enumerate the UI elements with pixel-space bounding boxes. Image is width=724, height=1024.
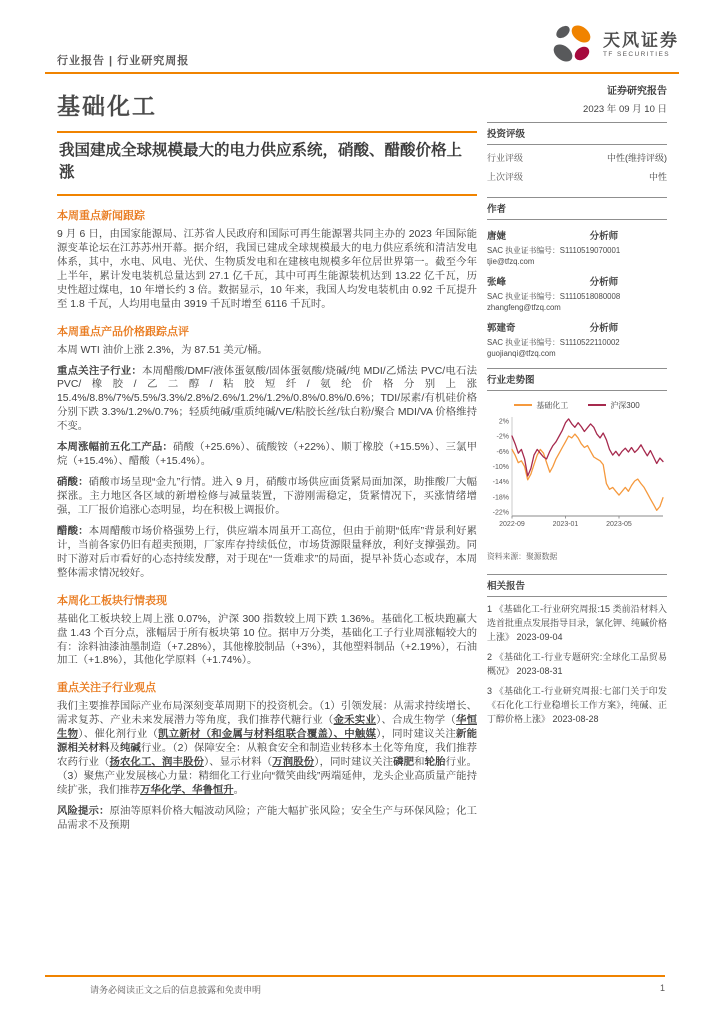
- rating-label: 上次评级: [487, 172, 524, 182]
- chart-legend: [487, 400, 667, 411]
- analyst-sac: SAC 执业证书编号：S1110518080008: [487, 291, 621, 301]
- authors-section: [487, 197, 667, 368]
- related-report-item: 2 《基础化工-行业专题研究:全球化工品贸易概况》 2023-08-31: [487, 651, 667, 676]
- paragraph: 风险提示：原油等原料价格大幅波动风险；产能大幅扩张风险；安全生产与环保风险；化工品需求不及预期: [57, 805, 477, 831]
- paragraph: 我们主要推荐国际产业布局深刻变革周期下的投资机会。（1）引领发展：从需求持续增长、需求复苏、产业未来发展潜力等角度，我们推荐代糖行业（金禾实业）、合成生物学（华恒生物）、催化剂行业（凯立新材（和金属与材料组联合覆盖）、中触媒），同时建议关注新能源相关材料及纯碱行业。（2）保障安全：从粮食安全和制造业转移本土化等角度，我们推荐农药行业（扬农化工、润丰股份）、显示材料（万润股份），同时建议关注磷肥和轮胎行业。（3）聚焦产业发展核心力量：精细化工行业向“微笑曲线”两端延伸，龙头企业高质量产能持续扩张，我们推荐万华化学、华鲁恒升。: [57, 701, 478, 796]
- legend-swatch: [588, 404, 606, 406]
- analyst-sac: SAC 执业证书编号：S1110519070001: [487, 245, 621, 255]
- section-heading: 本周重点产品价格跟踪点评: [57, 325, 189, 338]
- tf-securities-logo: [550, 22, 679, 68]
- brand-name: 天风证券: [603, 31, 679, 51]
- brand-subname: TF SECURITIES: [603, 50, 670, 58]
- analyst-email: zhangfeng@tfzq.com: [487, 303, 561, 312]
- footer-disclaimer: 请务必阅读正文之后的信息披露和免责申明: [90, 985, 262, 995]
- footer-divider: [45, 975, 665, 977]
- rating-label: 行业评级: [487, 153, 524, 163]
- related-report-item: 3 《基础化工-行业研究周报:七部门关于印发《石化化工行业稳增长工作方案》，纯碱、正丁醇价格上涨》 2023-08-28: [487, 685, 667, 724]
- svg-text:-6%: -6%: [496, 448, 509, 456]
- rating-section: [487, 122, 667, 183]
- rating-value: 中性: [648, 172, 667, 182]
- section-heading: 重点关注子行业观点: [57, 682, 156, 695]
- paragraph: 重点关注子行业：本周醋酸/DMF/液体蛋氨酸/固体蛋氨酸/烧碱/纯 MDI/乙烯法 PVC/电石法 PVC/橡胶/乙二醇/粘胶短纤/氨纶价格分别上涨 15.4%/8.8%/7%/5.5%/3.3%/2.8%/2.6%/1.2%/1.2%/0.8%/0.8%/0.6%；TDI/尿素/有机硅价格分别下跌 3.3%/1.2%/0.7%；轻质纯碱/重质纯碱/VE/粘胶长丝/钛白粉/聚合 MDI/VA 价格维持不变。: [57, 365, 477, 433]
- svg-text:-2%: -2%: [496, 433, 509, 441]
- paragraph: 基础化工板块较上周上涨 0.07%，沪深 300 指数较上周下跌 1.36%。基础化工板块跑赢大盘 1.43 个百分点，涨幅居于所有板块第 10 位。据申万分类，基础化工子行业周涨幅较大的有：涂料油漆油墨制造（+7.28%），其他橡胶制品（+3%），其他塑料制品（+2.19%），石油加工（+1.8%），其他化学原料（+1.74%）。: [57, 613, 477, 667]
- legend-swatch: [514, 404, 532, 406]
- report-date: 2023 年 09 月 10 日: [583, 104, 667, 115]
- related-report-item: 1 《基础化工-行业研究周报:15 类前沿材料入选首批重点发展指导目录，氯化钾、纯碱价格上涨》 2023-09-04: [487, 604, 668, 642]
- page-header: [45, 31, 679, 72]
- report-type-label: 行业报告 | 行业研究周报: [57, 55, 190, 67]
- industry-title: 基础化工: [57, 93, 157, 119]
- analyst-email: tjie@tfzq.com: [487, 257, 535, 266]
- main-column: [57, 74, 477, 840]
- main-sections: [57, 207, 477, 833]
- analyst-name: 郭建奇: [487, 323, 516, 334]
- page-number: 1: [659, 983, 665, 993]
- rating-row: [487, 145, 667, 164]
- rating-row: [487, 164, 667, 183]
- svg-text:2023-05: 2023-05: [606, 521, 632, 528]
- logo-leaves-icon: [550, 22, 596, 68]
- analyst-email: guojianqi@tfzq.com: [487, 349, 556, 358]
- svg-text:-18%: -18%: [492, 494, 509, 502]
- analyst-name: 张峰: [487, 277, 507, 288]
- analyst-sac: SAC 执业证书编号：S1110522110002: [487, 337, 620, 347]
- svg-text:2022-09: 2022-09: [499, 521, 525, 528]
- report-label: 证券研究报告: [607, 86, 667, 97]
- logo-text: [603, 32, 679, 58]
- sidebar: [487, 74, 667, 840]
- rating-header: 投资评级: [487, 123, 667, 145]
- svg-text:2%: 2%: [498, 418, 509, 426]
- analyst-entry: [487, 228, 667, 266]
- related-reports-list: [487, 603, 667, 735]
- trend-header: 行业走势图: [487, 369, 667, 391]
- trend-chart: [487, 412, 667, 530]
- related-reports-section: [487, 574, 667, 735]
- authors-list: [487, 228, 667, 368]
- related-reports-header: 相关报告: [487, 575, 667, 597]
- report-title: 我国建成全球规模最大的电力供应系统，硝酸、醋酸价格上涨: [57, 131, 477, 196]
- analyst-role: 分析师: [589, 231, 619, 242]
- analyst-role: 分析师: [589, 277, 619, 288]
- paragraph: 本周 WTI 油价上涨 2.3%，为 87.51 美元/桶。: [57, 344, 268, 356]
- section-heading: 本周重点新闻跟踪: [57, 209, 145, 222]
- trend-section: [487, 368, 667, 562]
- paragraph: 本周涨幅前五化工产品：硝酸（+25.6%）、硫酸铵（+22%）、顺丁橡胶（+15.5%）、三氯甲烷（+15.4%）、醋酸（+15.4%）。: [57, 442, 478, 468]
- paragraph: 醋酸：本周醋酸市场价格强势上行，供应端本周虽开工高位，但由于前期“低库”背景利好累计，当前各家仍旧有超卖预期，厂家库存持续低位，市场货源限量释放，利好支撑强劲。同时下游对后市看好的心态持续发酵，对于现在“一货难求”的局面，提早补货心态或存，本周整体需求情况较好。: [57, 525, 478, 579]
- svg-text:-10%: -10%: [492, 464, 509, 471]
- rating-value: 中性(维持评级): [607, 153, 667, 163]
- chart-source: 资料来源：聚源数据: [487, 552, 558, 561]
- svg-text:2023-01: 2023-01: [552, 521, 579, 528]
- paragraph: 硝酸：硝酸市场呈现“金九”行情。进入 9 月，硝酸市场供应面货紧局面加深，助推酸厂大幅探涨。主力地区各区域的新增检修与减量装置，下游刚需稳定，货紧情况下，买涨情绪增强，工厂报价追涨心态明显，均在积极上调报价。: [57, 477, 477, 516]
- analyst-entry: [487, 320, 667, 358]
- authors-header: 作者: [487, 198, 667, 220]
- analyst-name: 唐婕: [487, 231, 507, 242]
- legend-item: 沪深300: [588, 400, 639, 411]
- analyst-role: 分析师: [589, 323, 619, 334]
- analyst-entry: [487, 274, 667, 312]
- svg-text:-14%: -14%: [492, 479, 509, 487]
- legend-item: 基础化工: [514, 400, 568, 411]
- paragraph: 9 月 6 日，由国家能源局、江苏省人民政府和国际可再生能源署共同主办的 2023 年国际能源变革论坛在江苏苏州开幕。据介绍，我国已建成全球规模最大的电力供应系统和清洁发电体系，其中，水电、风电、光伏、生物质发电和在建核电规模多年位居世界第一。截至今年上半年，累计发电装机总量达到 27.1 亿千瓦，其中可再生能源装机达到 13.22 亿千瓦，历史性超过煤电，10 年增长约 3 倍。数据显示，10 年来，我国人均发电装机由 0.92 千瓦提升至 1.8 千瓦，人均用电量由 3919 千瓦时增至 6116 千瓦时。: [57, 228, 477, 310]
- section-heading: 本周化工板块行情表现: [57, 594, 167, 607]
- svg-text:-22%: -22%: [492, 509, 509, 517]
